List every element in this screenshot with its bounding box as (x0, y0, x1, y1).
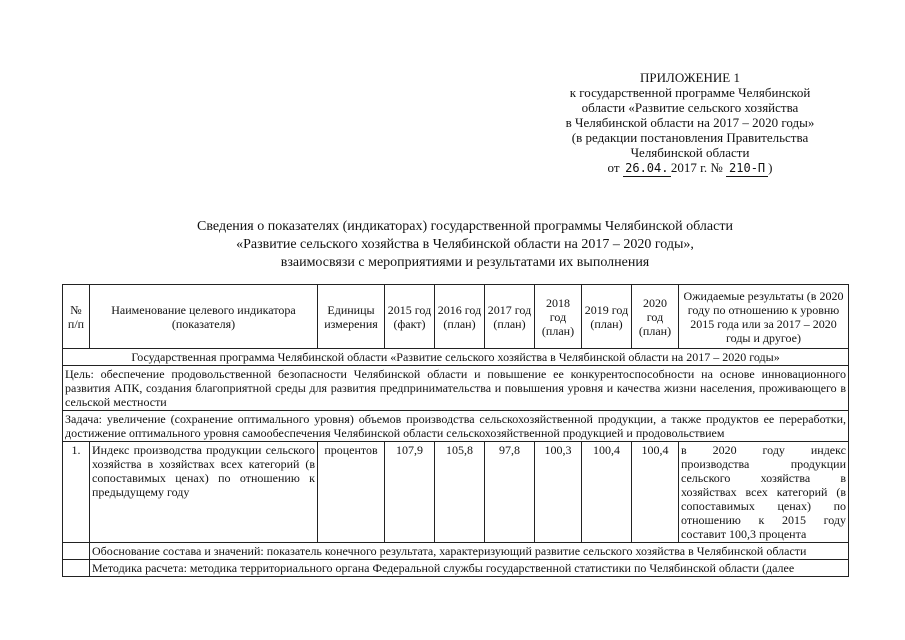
header-2016: 2016 год (план) (435, 285, 485, 349)
row1-2016: 105,8 (435, 442, 485, 543)
heading-line-1: Сведения о показателях (индикаторах) государственной программы Челябинской области (197, 219, 733, 234)
row1-2015: 107,9 (385, 442, 435, 543)
header-unit: Единицы измерения (318, 285, 385, 349)
appendix-title: ПРИЛОЖЕНИЕ 1 (640, 70, 740, 85)
appendix-line-1: к государственной программе Челябинской (569, 85, 811, 100)
task-cell: Задача: увеличение (сохранение оптимального уровня) объемов производства сельскохозяйственной продукции, а также продуктов ее переработки, достижение оптимального уровня самообеспечения Челябинской области сельскохозяйственной продукцией и продовольствием (63, 411, 849, 442)
goal-row (63, 366, 849, 411)
handwritten-number: 210-П (726, 161, 768, 177)
header-2019: 2019 год (план) (582, 285, 632, 349)
basis-cell: Обоснование состава и значений: показатель конечного результата, характеризующий развитие сельского хозяйства в Челябинской области (90, 543, 849, 560)
date-suffix: ) (768, 160, 773, 175)
header-name: Наименование целевого индикатора (показателя) (90, 285, 318, 349)
table-row (63, 442, 849, 543)
appendix-line-2: области «Развитие сельского хозяйства (581, 100, 799, 115)
heading-line-2: «Развитие сельского хозяйства в Челябинской области на 2017 – 2020 годы», (236, 237, 694, 252)
basis-num-spacer (63, 543, 90, 560)
row1-expected: в 2020 году индекс производства продукции сельского хозяйства в хозяйствах всех категорий (в сопоставимых ценах) по отношению к 2015 году составит 100,3 процента (679, 442, 849, 543)
program-row (63, 349, 849, 366)
header-row (63, 285, 849, 349)
appendix-line-3: в Челябинской области на 2017 – 2020 годы» (565, 115, 815, 130)
method-num-spacer (63, 560, 90, 577)
header-2020: 2020 год (план) (632, 285, 679, 349)
row1-2017: 97,8 (485, 442, 535, 543)
program-cell: Государственная программа Челябинской области «Развитие сельского хозяйства в Челябинской области на 2017 – 2020 годы» (63, 349, 849, 366)
document-heading (100, 218, 830, 272)
heading-line-3: взаимосвязи с мероприятиями и результатами их выполнения (280, 255, 650, 270)
row1-num: 1. (63, 442, 90, 543)
appendix-block (520, 70, 860, 177)
handwritten-date: 26.04. (623, 161, 671, 177)
appendix-line-4: (в редакции постановления Правительства (571, 130, 809, 145)
header-2015: 2015 год (факт) (385, 285, 435, 349)
row1-unit: процентов (318, 442, 385, 543)
method-cell: Методика расчета: методика территориального органа Федеральной службы государственной статистики по Челябинской области (далее (90, 560, 849, 577)
date-prefix: от (607, 160, 620, 175)
indicators-table (62, 284, 849, 577)
date-mid: 2017 г. № (670, 160, 723, 175)
row1-2020: 100,4 (632, 442, 679, 543)
method-row (63, 560, 849, 577)
appendix-line-5: Челябинской области (630, 145, 750, 160)
basis-row (63, 543, 849, 560)
header-2017: 2017 год (план) (485, 285, 535, 349)
row1-2018: 100,3 (535, 442, 582, 543)
row1-name: Индекс производства продукции сельского хозяйства в хозяйствах всех категорий (в сопоставимых ценах) по отношению к предыдущему году (90, 442, 318, 543)
task-row (63, 411, 849, 442)
goal-cell: Цель: обеспечение продовольственной безопасности Челябинской области и повышение ее конкурентоспособности на основе инновационного развития АПК, создания благоприятной среды для развития предпринимательства и повышения уровня и качества жизни населения, проживающего в сельской местности (63, 366, 849, 411)
header-num: № п/п (63, 285, 90, 349)
row1-2019: 100,4 (582, 442, 632, 543)
header-2018: 2018 год (план) (535, 285, 582, 349)
header-expected: Ожидаемые результаты (в 2020 году по отношению к уровню 2015 года или за 2017 – 2020 годы и другое) (679, 285, 849, 349)
appendix-date-line (520, 160, 860, 177)
